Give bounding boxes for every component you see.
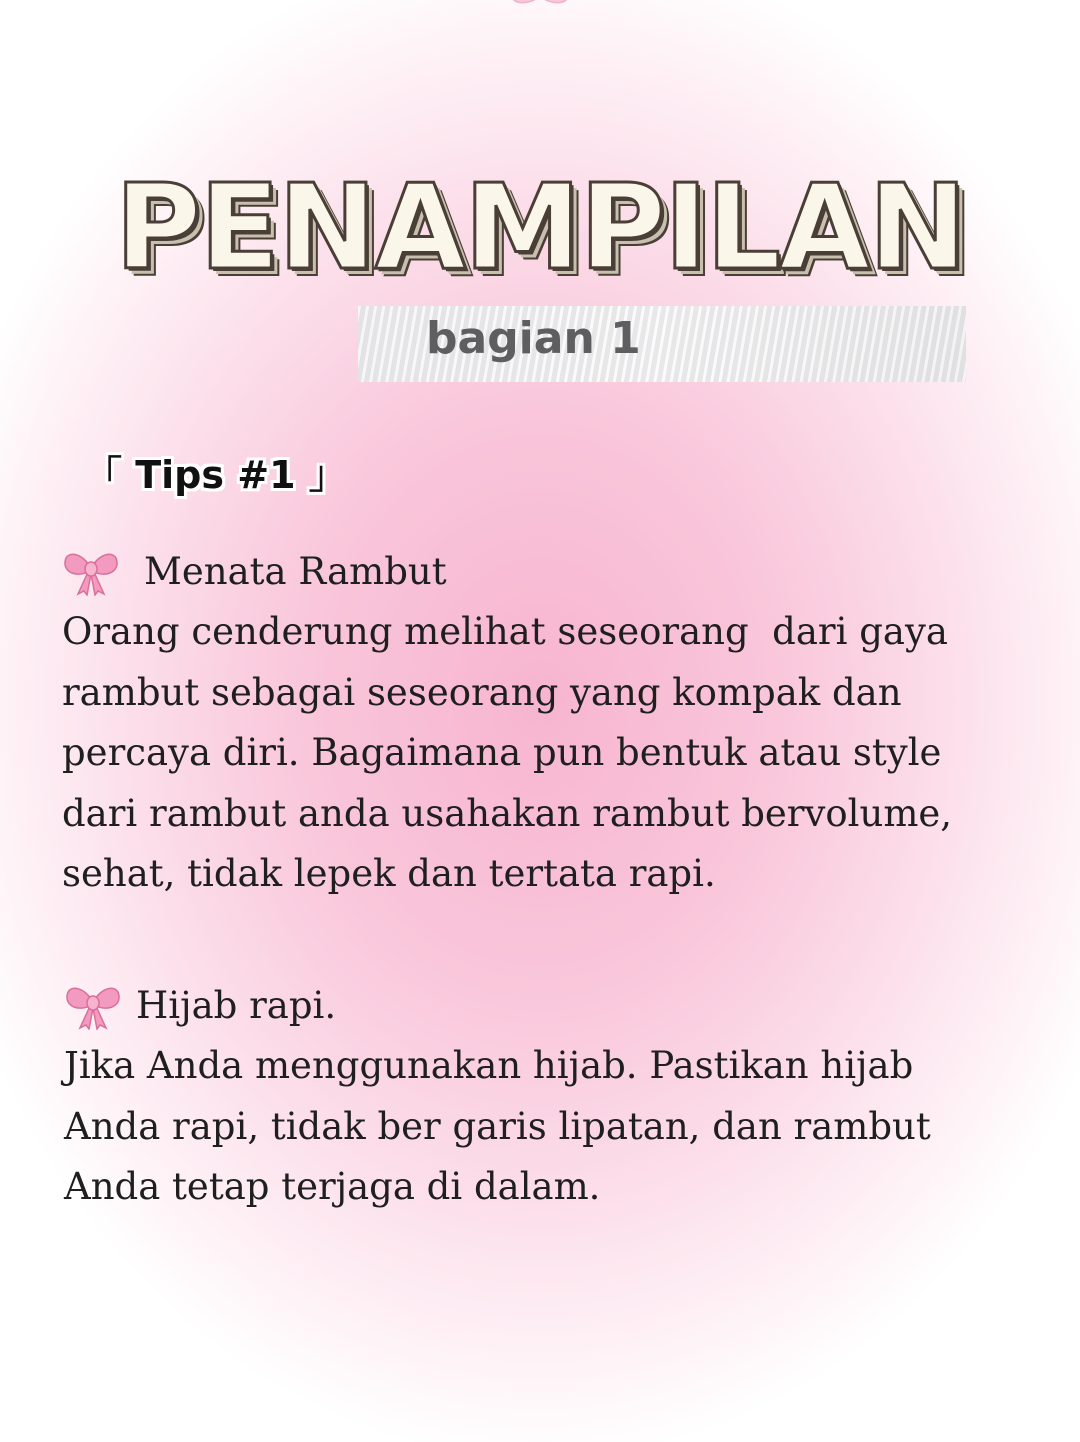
section-heading: Menata Rambut [144,549,447,593]
body-line: Jika Anda menggunakan hijab. Pastikan hijab [64,1044,914,1087]
page-title: PENAMPILAN [114,158,966,296]
body-line: sehat, tidak lepek dan tertata rapi. [62,852,716,895]
ribbon-bow-icon [62,548,120,596]
body-line: Orang cenderung melihat seseorang dari gaya [62,610,948,653]
body-line: percaya diri. Bagaimana pun bentuk atau style [62,731,942,774]
page-subtitle: bagian 1 [426,313,641,364]
body-line: Anda rapi, tidak ber garis lipatan, dan rambut [64,1104,931,1148]
section-hijab-rapi [64,976,1024,1218]
section-menata-rambut [62,542,1022,905]
ribbon-bow-icon [64,982,122,1030]
section-heading-row [64,976,1024,1036]
section-heading-row [62,542,1022,602]
top-bow-icon [505,0,575,12]
section-heading: Hijab rapi. [136,983,337,1027]
body-line: rambut sebagai seseorang yang kompak dan [62,670,902,714]
body-line: dari rambut anda usahakan rambut bervolume, [62,791,953,835]
body-line: Anda tetap terjaga di dalam. [64,1165,601,1208]
tips-label: 「 Tips #1 」 [84,453,347,497]
